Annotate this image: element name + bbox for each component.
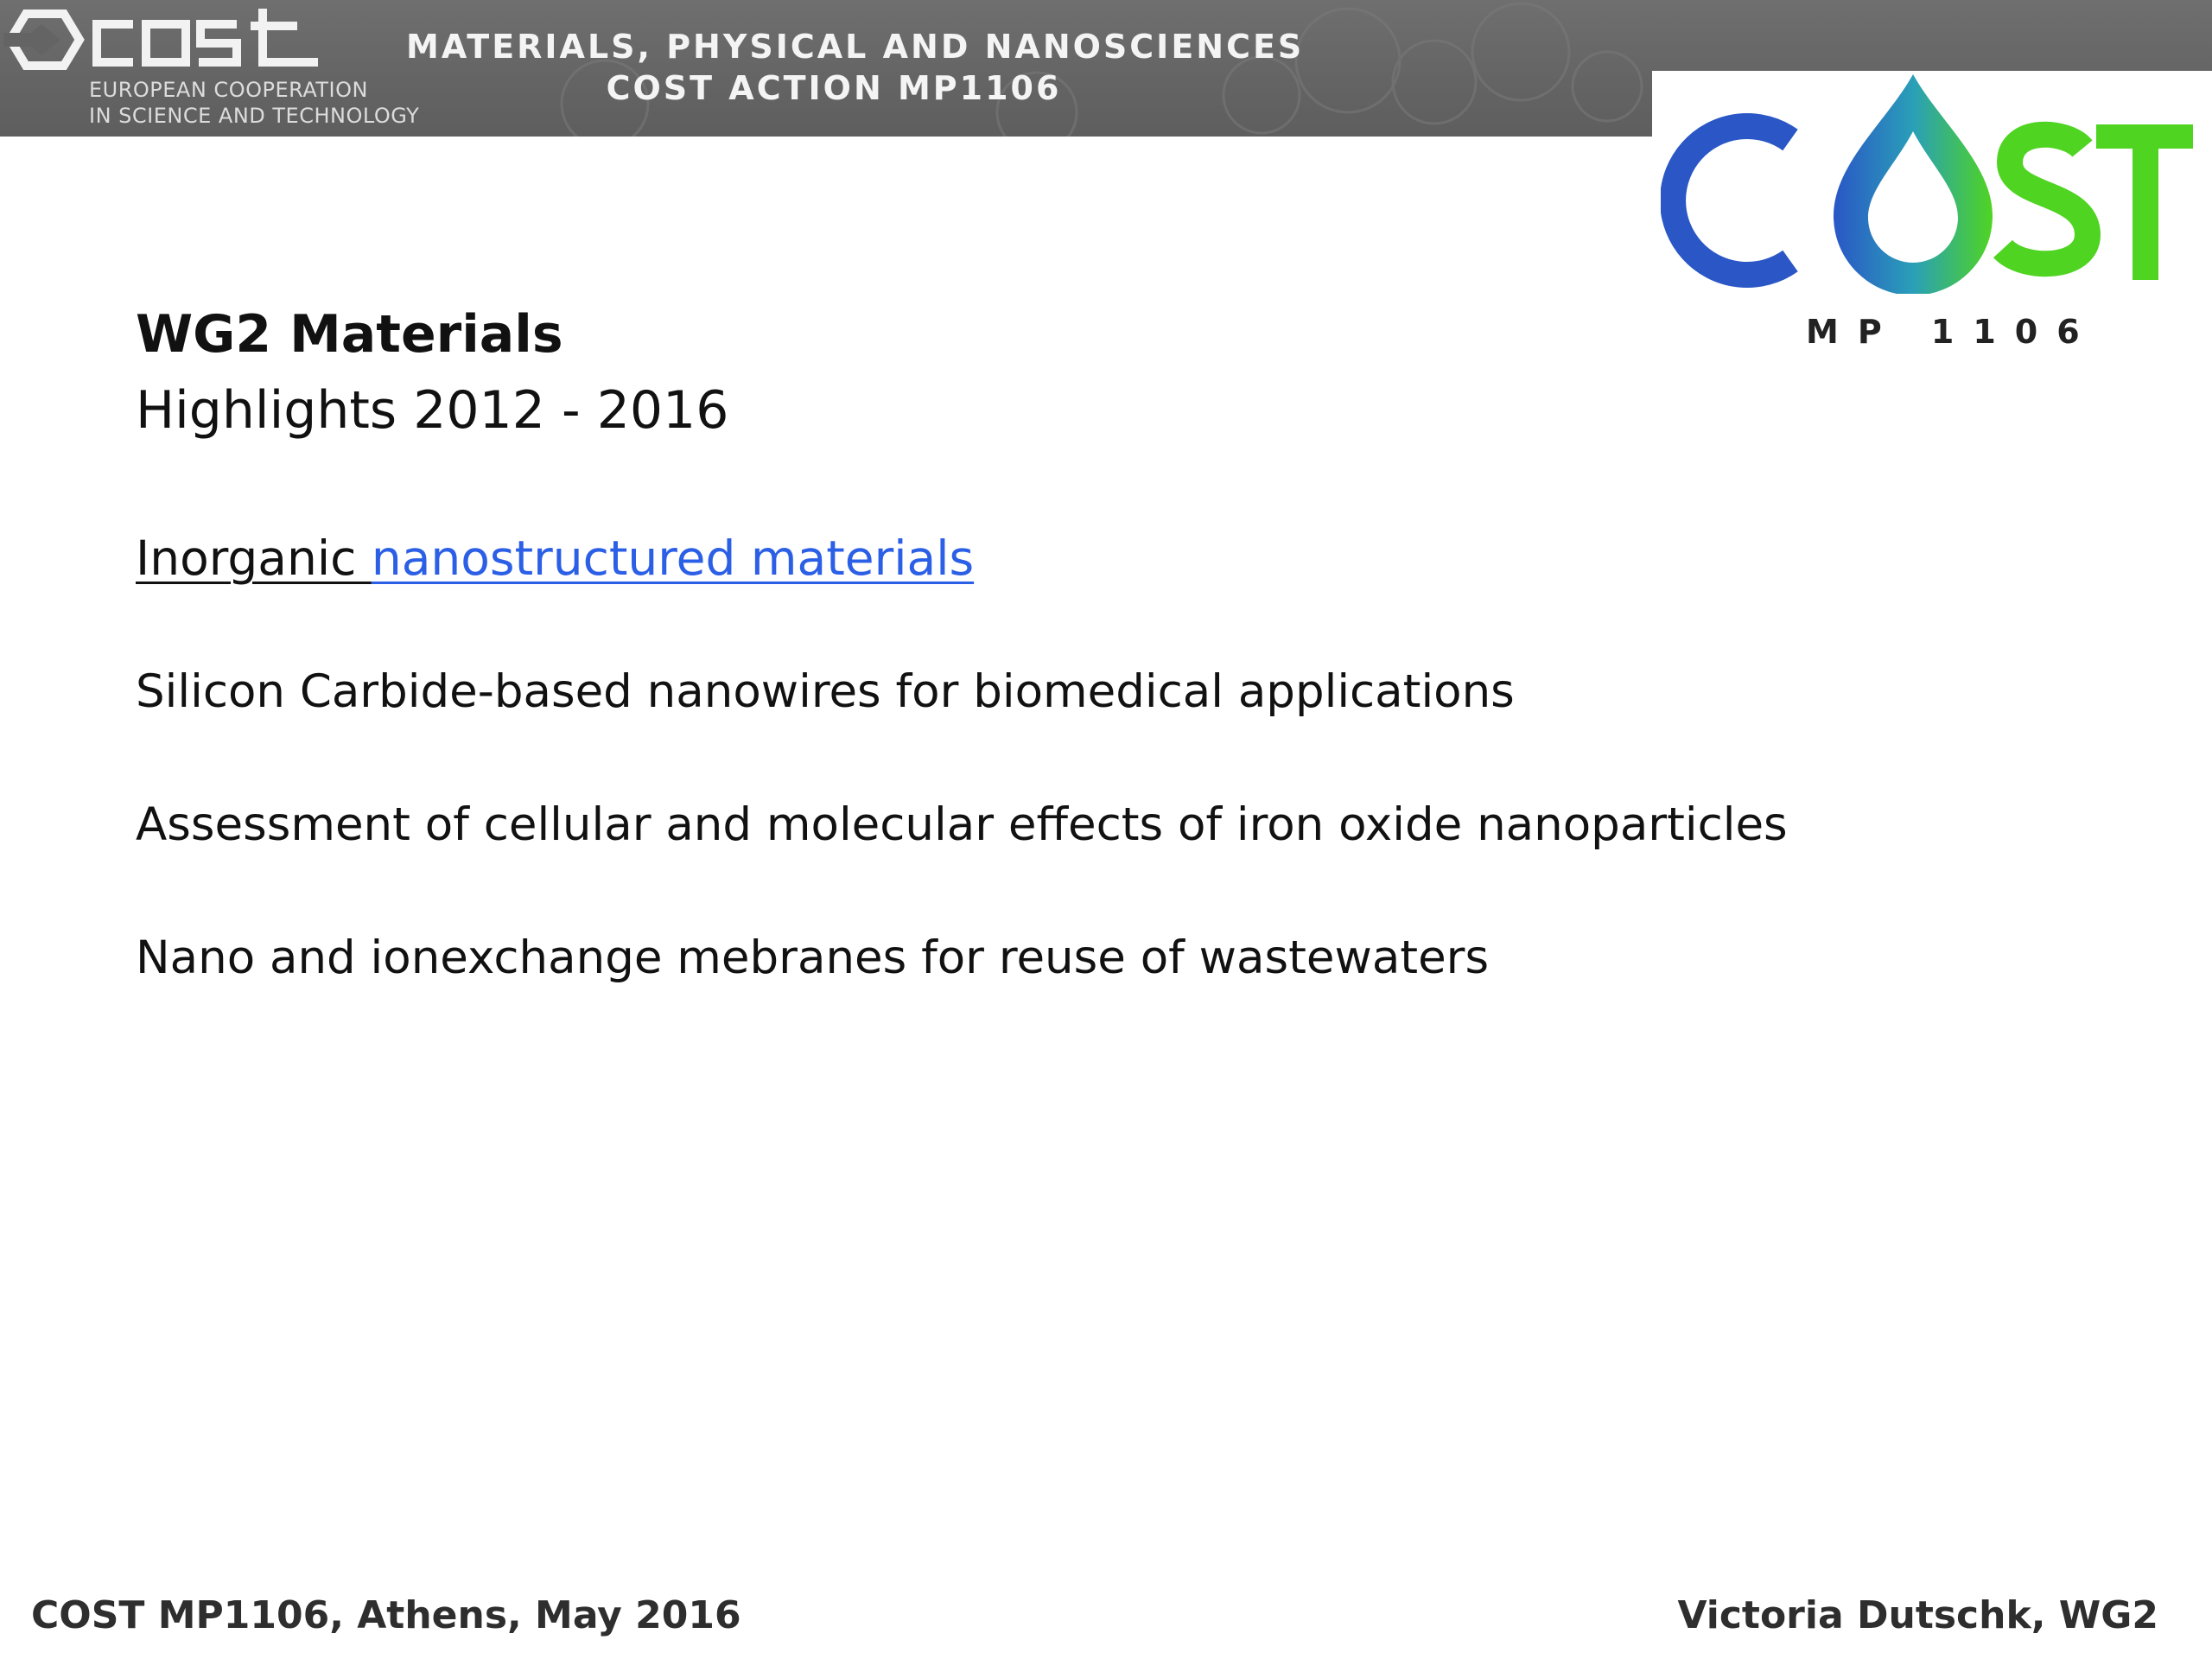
org-name-line-2: IN SCIENCE AND TECHNOLOGY: [89, 104, 420, 128]
logo-caption: MP 1106: [1806, 313, 2099, 351]
highlight-item: Silicon Carbide-based nanowires for biomedical applications: [136, 665, 1515, 718]
org-name-line-1: EUROPEAN COOPERATION: [89, 78, 368, 102]
slide-subheading: Highlights 2012 - 2016: [136, 380, 729, 441]
footer-event: COST MP1106, Athens, May 2016: [31, 1593, 741, 1637]
highlight-item: Assessment of cellular and molecular effects of iron oxide nanoparticles: [136, 798, 1788, 851]
topic-line: [136, 531, 974, 586]
cost-logo-small: [3, 7, 325, 85]
topic-link[interactable]: nanostructured materials: [371, 531, 975, 586]
header-title-line-1: MATERIALS, PHYSICAL AND NANOSCIENCES: [406, 28, 1305, 66]
header-title-line-2: COST ACTION MP1106: [606, 69, 1062, 107]
footer-author: Victoria Dutschk, WG2: [1677, 1593, 2158, 1637]
slide-heading: WG2 Materials: [136, 304, 563, 365]
highlight-item: Nano and ionexchange mebranes for reuse of wastewaters: [136, 931, 1490, 984]
cost-mp1106-logo: [1661, 69, 2196, 294]
topic-prefix: Inorganic: [136, 531, 372, 586]
